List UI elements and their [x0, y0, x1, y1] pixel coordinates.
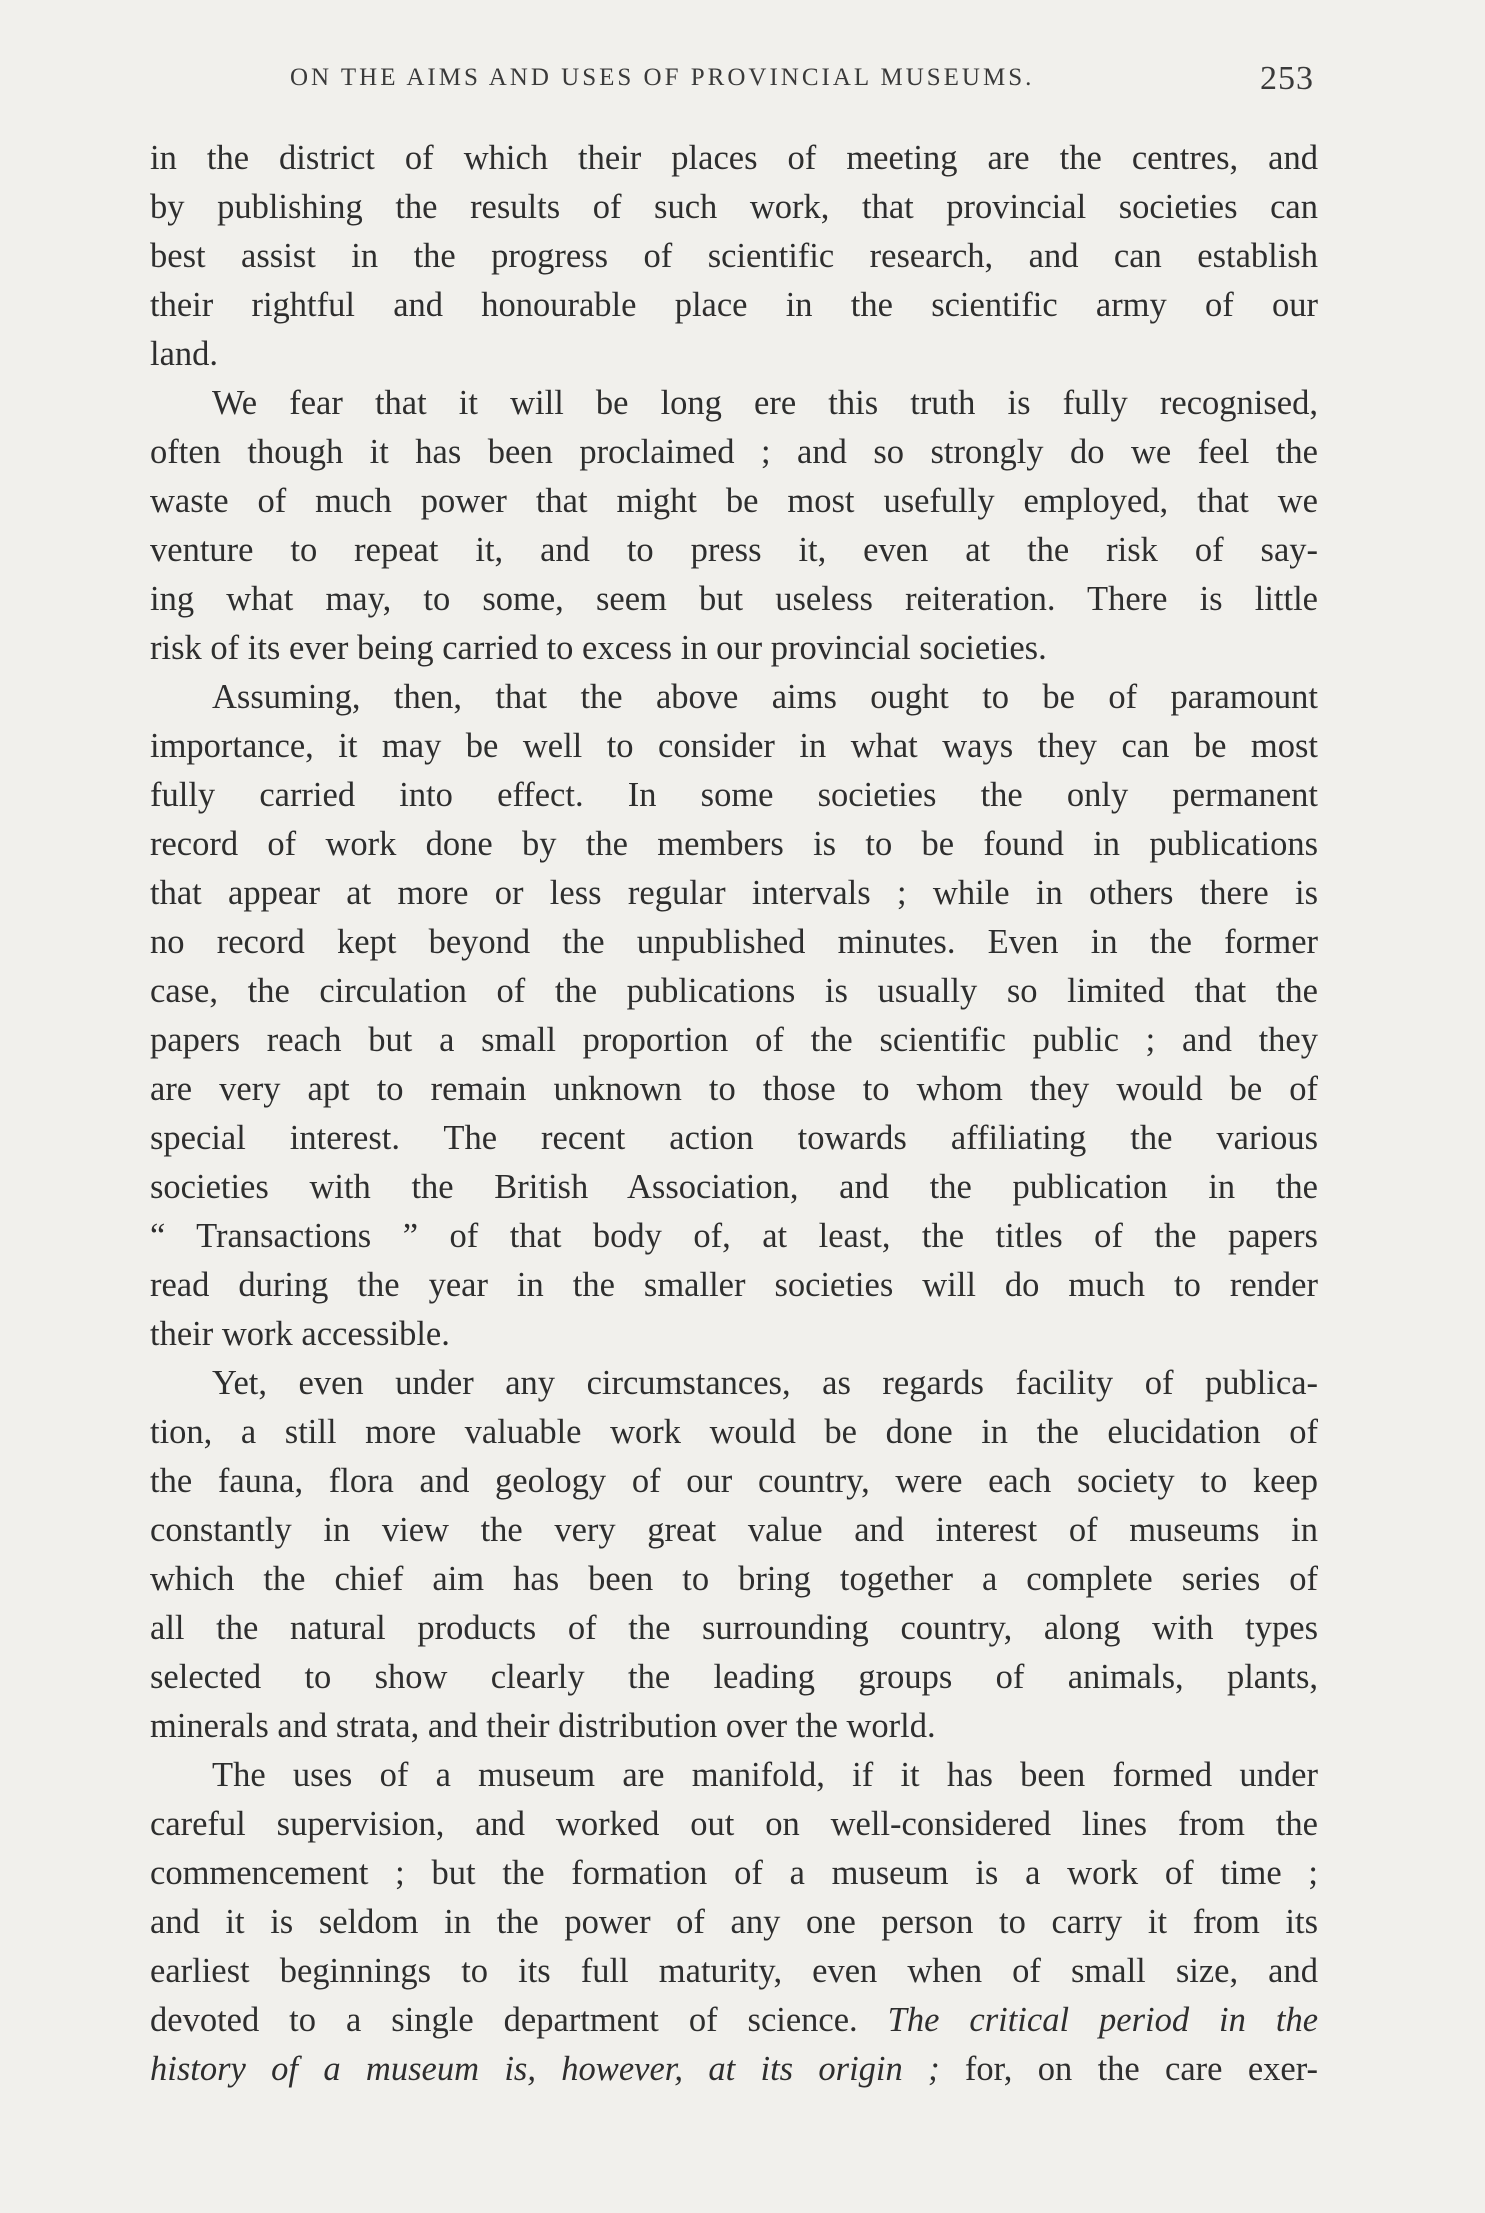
text-line — [150, 1408, 1318, 1457]
text-line — [150, 1065, 1318, 1114]
line-text: Assuming, then, that the above aims ought to be of paramount — [212, 678, 1318, 716]
line-text: venture to repeat it, and to press it, even at the risk of say- — [150, 531, 1318, 569]
line-text: commencement ; but the formation of a museum is a work of time ; — [150, 1854, 1318, 1892]
text-line — [150, 1163, 1318, 1212]
text-line — [150, 1506, 1318, 1555]
line-text: earliest beginnings to its full maturity, even when of small size, and — [150, 1952, 1318, 1990]
running-title: ON THE AIMS AND USES OF PROVINCIAL MUSEUMS. — [290, 64, 1035, 91]
text-line — [150, 1310, 1318, 1359]
text-line — [150, 1849, 1318, 1898]
line-text: constantly in view the very great value and interest of museums in — [150, 1511, 1318, 1549]
running-head — [150, 60, 1318, 110]
text-line — [150, 1996, 1318, 2045]
text-line — [150, 379, 1318, 428]
line-text: their rightful and honourable place in the scientific army of our — [150, 286, 1318, 324]
text-line — [150, 820, 1318, 869]
text-line — [150, 869, 1318, 918]
line-text: in the district of which their places of meeting are the centres, and — [150, 139, 1318, 177]
text-line — [150, 575, 1318, 624]
text-line — [150, 428, 1318, 477]
line-text: careful supervision, and worked out on well-considered lines from the — [150, 1805, 1318, 1843]
line-text: selected to show clearly the leading groups of animals, plants, — [150, 1658, 1318, 1696]
text-line — [150, 281, 1318, 330]
text-line — [150, 183, 1318, 232]
text-line — [150, 1457, 1318, 1506]
text-line — [150, 624, 1318, 673]
line-text: that appear at more or less regular intervals ; while in others there is — [150, 874, 1318, 912]
page-number: 253 — [1260, 60, 1314, 97]
line-text: all the natural products of the surrounding country, along with types — [150, 1609, 1318, 1647]
text-line — [150, 477, 1318, 526]
text-line — [150, 1604, 1318, 1653]
text-line — [150, 918, 1318, 967]
text-line — [150, 1702, 1318, 1751]
line-text: waste of much power that might be most usefully employed, that we — [150, 482, 1318, 520]
line-text: ing what may, to some, seem but useless reiteration. There is little — [150, 580, 1318, 618]
text-line — [150, 232, 1318, 281]
body-text — [150, 134, 1318, 2094]
line-text: are very apt to remain unknown to those to whom they would be of — [150, 1070, 1318, 1108]
line-text: fully carried into effect. In some societies the only permanent — [150, 776, 1318, 814]
line-text: land. — [150, 335, 219, 373]
text-line — [150, 330, 1318, 379]
line-text: Yet, even under any circumstances, as regards facility of publica- — [212, 1364, 1318, 1402]
text-line — [150, 526, 1318, 575]
text-line — [150, 1555, 1318, 1604]
text-line — [150, 1947, 1318, 1996]
text-line — [150, 967, 1318, 1016]
line-text: importance, it may be well to consider in what ways they can be most — [150, 727, 1318, 765]
text-line — [150, 1653, 1318, 1702]
text-line — [150, 1898, 1318, 1947]
line-text: record of work done by the members is to be found in publications — [150, 825, 1318, 863]
line-text: papers reach but a small proportion of the scientific public ; and they — [150, 1021, 1318, 1059]
line-text: case, the circulation of the publications is usually so limited that the — [150, 972, 1318, 1010]
line-text: tion, a still more valuable work would be done in the elucidation of — [150, 1413, 1318, 1451]
line-text: risk of its ever being carried to excess in our provincial societies. — [150, 629, 1047, 667]
text-line — [150, 673, 1318, 722]
line-text: by publishing the results of such work, that provincial societies can — [150, 188, 1318, 226]
italic-text: The critical period in the — [887, 2001, 1319, 2039]
text-line — [150, 1114, 1318, 1163]
text-line — [150, 2045, 1318, 2094]
line-text: best assist in the progress of scientific research, and can establish — [150, 237, 1318, 275]
text-line — [150, 771, 1318, 820]
line-text: societies with the British Association, and the publication in the — [150, 1168, 1318, 1206]
line-text: “ Transactions ” of that body of, at least, the titles of the papers — [150, 1217, 1318, 1255]
line-text: read during the year in the smaller societies will do much to render — [150, 1266, 1318, 1304]
line-text: minerals and strata, and their distribution over the world. — [150, 1707, 936, 1745]
line-text: which the chief aim has been to bring together a complete series of — [150, 1560, 1318, 1598]
text-line — [150, 1016, 1318, 1065]
line-text: often though it has been proclaimed ; and so strongly do we feel the — [150, 433, 1318, 471]
text-line — [150, 1212, 1318, 1261]
text-line — [150, 1359, 1318, 1408]
line-text: We fear that it will be long ere this truth is fully recognised, — [212, 384, 1318, 422]
text-line — [150, 1751, 1318, 1800]
line-text: their work accessible. — [150, 1315, 450, 1353]
line-text: The uses of a museum are manifold, if it has been formed under — [212, 1756, 1318, 1794]
line-text: special interest. The recent action towards affiliating the various — [150, 1119, 1318, 1157]
text-line — [150, 1261, 1318, 1310]
line-text: the fauna, flora and geology of our country, were each society to keep — [150, 1462, 1318, 1500]
line-text: devoted to a single department of science. — [150, 2001, 858, 2039]
line-text: and it is seldom in the power of any one person to carry it from its — [150, 1903, 1318, 1941]
line-text: for, on the care exer- — [939, 2050, 1318, 2088]
text-line — [150, 722, 1318, 771]
line-text: no record kept beyond the unpublished minutes. Even in the former — [150, 923, 1318, 961]
italic-text: history of a museum is, however, at its origin ; — [150, 2050, 940, 2088]
text-line — [150, 134, 1318, 183]
text-line — [150, 1800, 1318, 1849]
